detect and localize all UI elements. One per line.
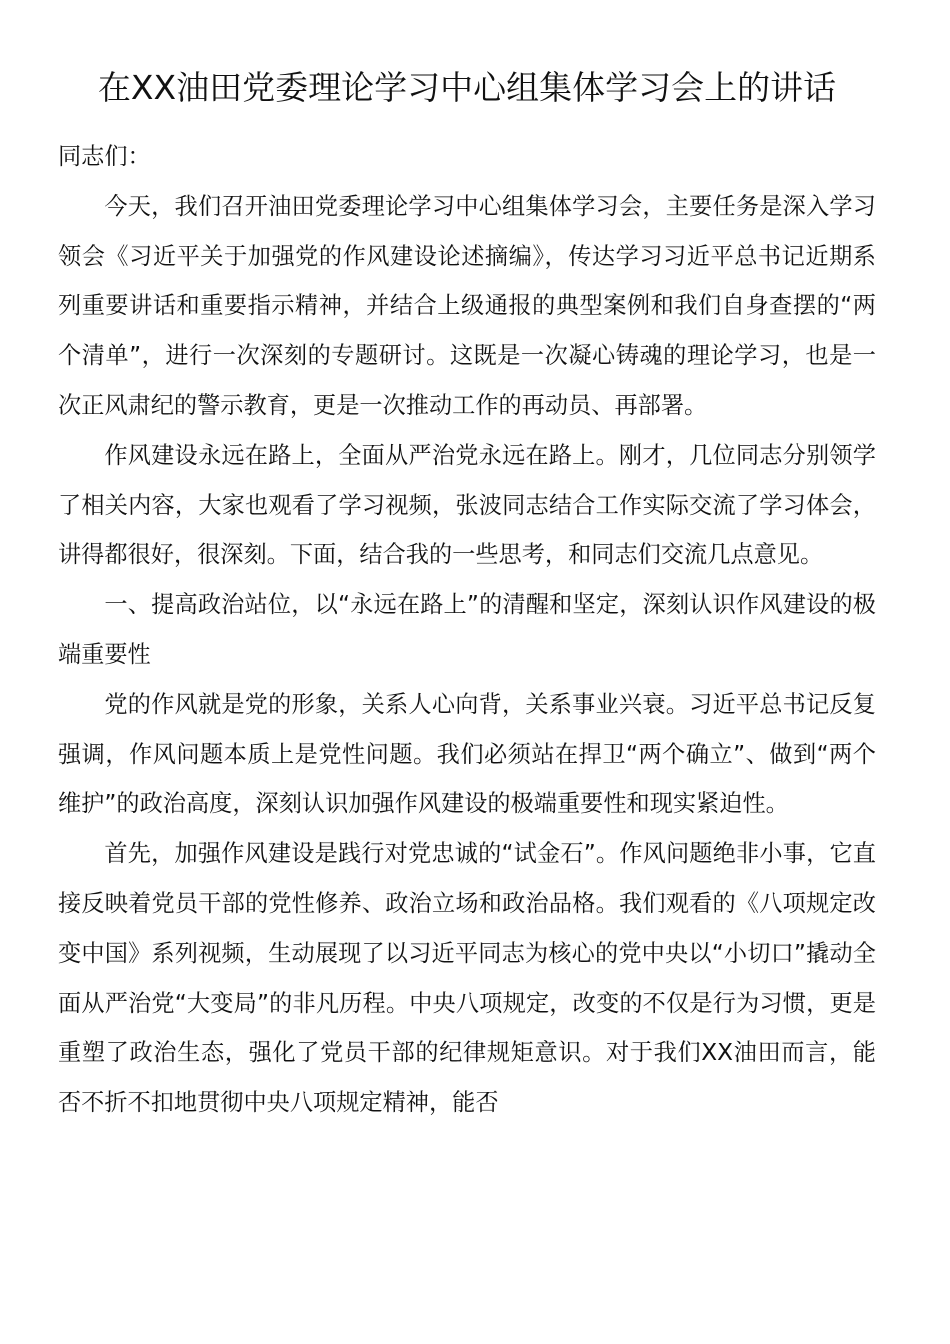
paragraph-party-style: 党的作风就是党的形象，关系人心向背，关系事业兴衰。习近平总书记反复强调，作风问题本质上是党性问题。我们必须站在捍卫“两个确立”、做到“两个维护”的政治高度，深刻认识加强作风建设的极端重要性和现实紧迫性。 xyxy=(58,690,876,818)
document-title: 在XX油田党委理论学习中心组集体学习会上的讲话 xyxy=(97,68,837,107)
paragraph-intro: 作风建设永远在路上，全面从严治党永远在路上。刚才，几位同志分别领学了相关内容，大家也观看了学习视频，张波同志结合工作实际交流了学习体会，讲得都很好，很深刻。下面，结合我的一些思考，和同志们交流几点意见。 xyxy=(58,441,876,569)
section-heading-1: 一、提高政治站位，以“永远在路上”的清醒和坚定，深刻认识作风建设的极端重要性 xyxy=(58,591,876,668)
salutation: 同志们： xyxy=(58,143,151,170)
paragraph-first-point: 首先，加强作风建设是践行对党忠诚的“试金石”。作风问题绝非小事，它直接反映着党员干部的党性修养、政治立场和政治品格。我们观看的《八项规定改变中国》系列视频，生动展现了以习近平同志为核心的党中央以“小切口”撬动全面从严治党“大变局”的非凡历程。中央八项规定，改变的不仅是行为习惯，更是重塑了政治生态，强化了党员干部的纪律规矩意识。对于我们XX油田而言，能否不折不扣地贯彻中央八项规定精神，能否 xyxy=(58,840,876,1117)
paragraph-opening: 今天，我们召开油田党委理论学习中心组集体学习会，主要任务是深入学习领会《习近平关于加强党的作风建设论述摘编》，传达学习习近平总书记近期系列重要讲话和重要指示精神，并结合上级通报的典型案例和我们自身查摆的“两个清单”，进行一次深刻的专题研讨。这既是一次凝心铸魂的理论学习，也是一次正风肃纪的警示教育，更是一次推动工作的再动员、再部署。 xyxy=(58,192,876,419)
